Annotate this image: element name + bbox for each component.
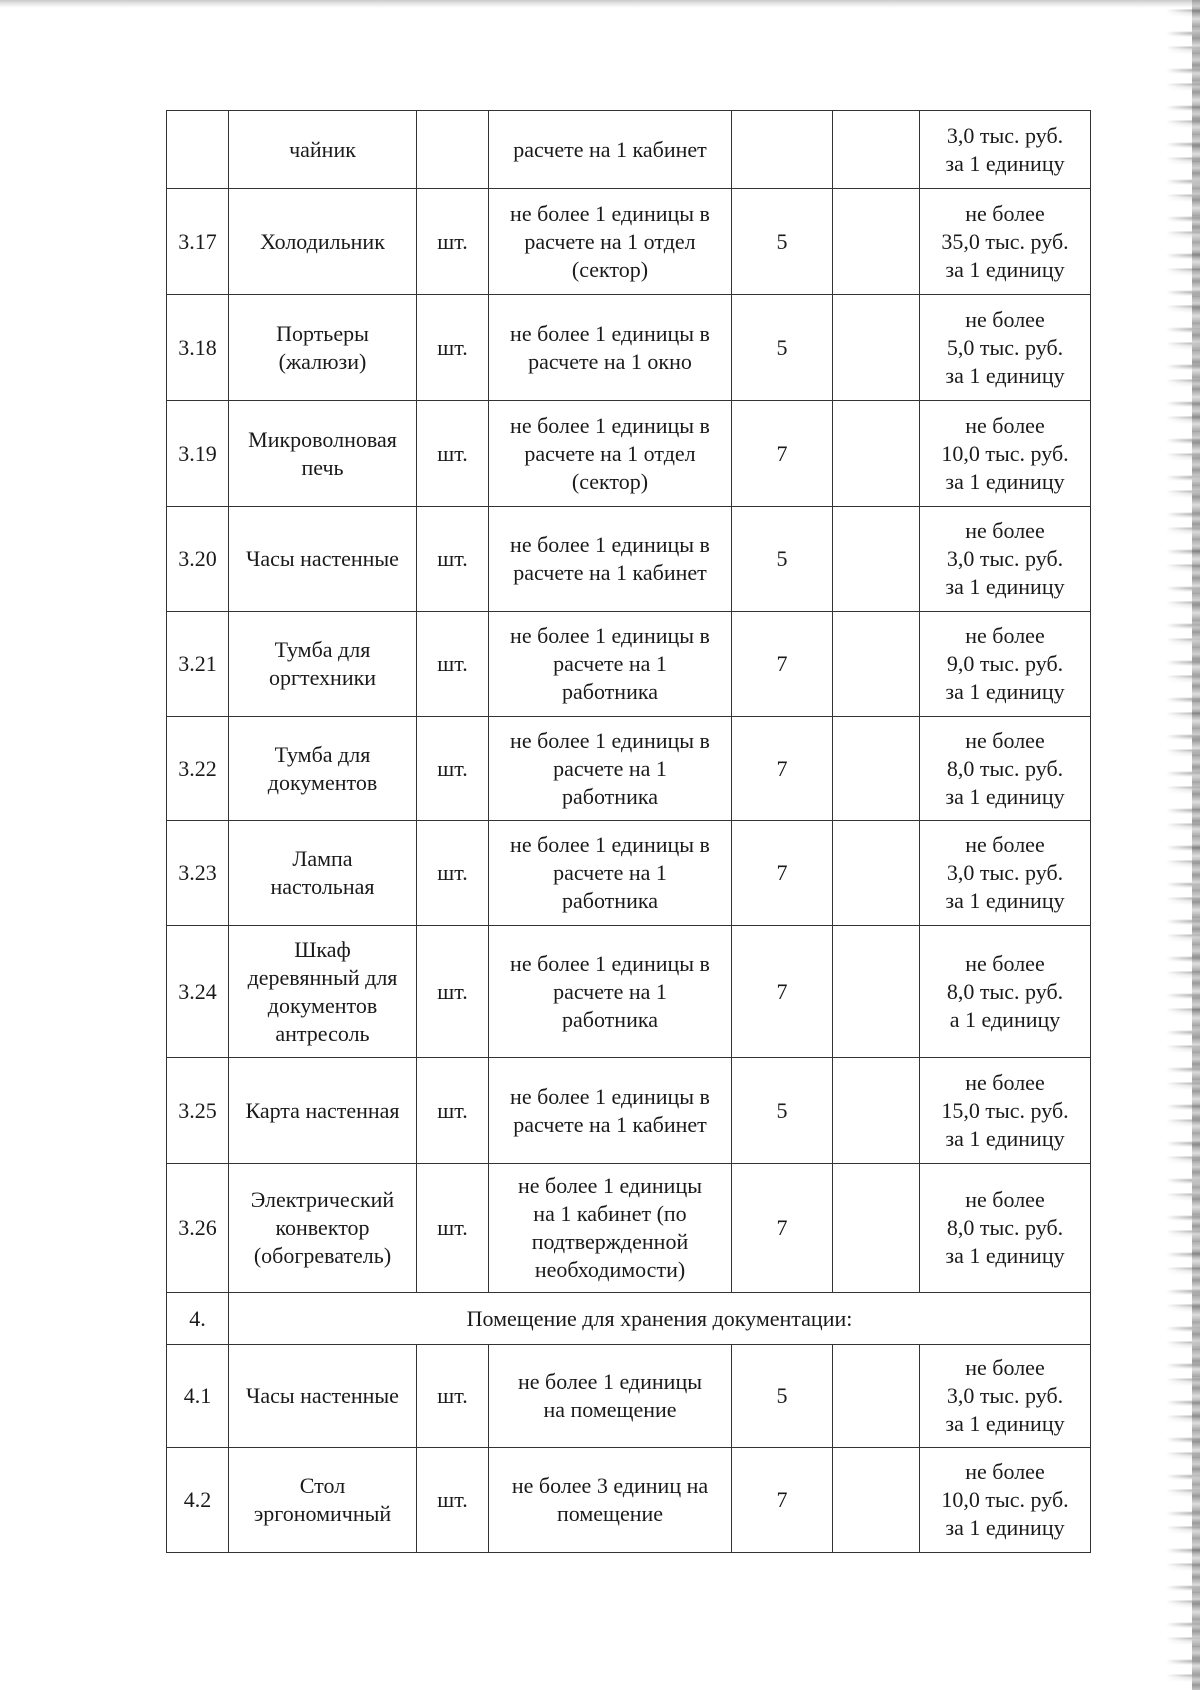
- service-life-cell: 7: [732, 821, 833, 926]
- price-cell: не более 3,0 тыс. руб. за 1 единицу: [920, 1345, 1091, 1448]
- item-number-cell: 3.21: [167, 612, 229, 717]
- norms-table: [166, 110, 1091, 1553]
- item-name-cell: Холодильник: [229, 189, 417, 295]
- price-cell: не более 8,0 тыс. руб. а 1 единицу: [920, 926, 1091, 1058]
- item-number-cell: [167, 111, 229, 189]
- empty-cell: [833, 189, 920, 295]
- service-life-cell: 7: [732, 401, 833, 507]
- empty-cell: [833, 111, 920, 189]
- empty-cell: [833, 295, 920, 401]
- unit-cell: шт.: [417, 507, 489, 612]
- price-cell: 3,0 тыс. руб. за 1 единицу: [920, 111, 1091, 189]
- item-name-cell: Часы настенные: [229, 507, 417, 612]
- table-row: [167, 926, 1091, 1058]
- norm-cell: не более 1 единицы в расчете на 1 кабинет: [489, 507, 732, 612]
- service-life-cell: 5: [732, 507, 833, 612]
- item-name-cell: Тумба для оргтехники: [229, 612, 417, 717]
- item-name-cell: Часы настенные: [229, 1345, 417, 1448]
- table-row: [167, 1448, 1091, 1553]
- norm-cell: расчете на 1 кабинет: [489, 111, 732, 189]
- item-name-cell: Микроволновая печь: [229, 401, 417, 507]
- unit-cell: шт.: [417, 926, 489, 1058]
- price-cell: не более 3,0 тыс. руб. за 1 единицу: [920, 821, 1091, 926]
- section-title: Помещение для хранения документации:: [229, 1293, 1091, 1345]
- item-name-cell: Лампа настольная: [229, 821, 417, 926]
- norm-cell: не более 1 единицы в расчете на 1 отдел (сектор): [489, 401, 732, 507]
- table-row: [167, 1164, 1091, 1293]
- table-row: [167, 1058, 1091, 1164]
- section-number: 4.: [167, 1293, 229, 1345]
- table-row: [167, 717, 1091, 821]
- unit-cell: [417, 111, 489, 189]
- unit-cell: шт.: [417, 1345, 489, 1448]
- table-row: [167, 612, 1091, 717]
- price-cell: не более 9,0 тыс. руб. за 1 единицу: [920, 612, 1091, 717]
- table-row: [167, 1345, 1091, 1448]
- empty-cell: [833, 717, 920, 821]
- item-number-cell: 3.19: [167, 401, 229, 507]
- price-cell: не более 3,0 тыс. руб. за 1 единицу: [920, 507, 1091, 612]
- scan-right-edge: [1192, 0, 1200, 1690]
- price-cell: не более 35,0 тыс. руб. за 1 единицу: [920, 189, 1091, 295]
- service-life-cell: 7: [732, 612, 833, 717]
- empty-cell: [833, 926, 920, 1058]
- unit-cell: шт.: [417, 1164, 489, 1293]
- service-life-cell: 5: [732, 189, 833, 295]
- unit-cell: шт.: [417, 189, 489, 295]
- table-row: [167, 507, 1091, 612]
- scan-top-edge: [0, 0, 1200, 8]
- norm-cell: не более 1 единицы в расчете на 1 работника: [489, 612, 732, 717]
- empty-cell: [833, 401, 920, 507]
- price-cell: не более 10,0 тыс. руб. за 1 единицу: [920, 1448, 1091, 1553]
- item-name-cell: Стол эргономичный: [229, 1448, 417, 1553]
- norm-cell: не более 1 единицы на помещение: [489, 1345, 732, 1448]
- norm-cell: не более 1 единицы в расчете на 1 работника: [489, 821, 732, 926]
- norm-cell: не более 1 единицы в расчете на 1 работника: [489, 717, 732, 821]
- norm-cell: не более 1 единицы на 1 кабинет (по подтвержденной необходимости): [489, 1164, 732, 1293]
- unit-cell: шт.: [417, 821, 489, 926]
- price-cell: не более 8,0 тыс. руб. за 1 единицу: [920, 717, 1091, 821]
- item-number-cell: 4.1: [167, 1345, 229, 1448]
- table-row: [167, 295, 1091, 401]
- empty-cell: [833, 1345, 920, 1448]
- norm-cell: не более 1 единицы в расчете на 1 окно: [489, 295, 732, 401]
- section-row: [167, 1293, 1091, 1345]
- table-row: [167, 401, 1091, 507]
- service-life-cell: 5: [732, 295, 833, 401]
- item-name-cell: Тумба для документов: [229, 717, 417, 821]
- service-life-cell: [732, 111, 833, 189]
- empty-cell: [833, 1058, 920, 1164]
- item-number-cell: 3.20: [167, 507, 229, 612]
- item-number-cell: 3.17: [167, 189, 229, 295]
- norm-cell: не более 1 единицы в расчете на 1 кабинет: [489, 1058, 732, 1164]
- empty-cell: [833, 1164, 920, 1293]
- service-life-cell: 7: [732, 926, 833, 1058]
- item-name-cell: Портьеры (жалюзи): [229, 295, 417, 401]
- norm-cell: не более 1 единицы в расчете на 1 работника: [489, 926, 732, 1058]
- service-life-cell: 5: [732, 1345, 833, 1448]
- item-number-cell: 3.23: [167, 821, 229, 926]
- empty-cell: [833, 1448, 920, 1553]
- norms-table-body: [167, 111, 1091, 1553]
- norm-cell: не более 1 единицы в расчете на 1 отдел (сектор): [489, 189, 732, 295]
- service-life-cell: 7: [732, 717, 833, 821]
- unit-cell: шт.: [417, 401, 489, 507]
- item-name-cell: Карта настенная: [229, 1058, 417, 1164]
- norm-cell: не более 3 единиц на помещение: [489, 1448, 732, 1553]
- item-number-cell: 3.25: [167, 1058, 229, 1164]
- unit-cell: шт.: [417, 295, 489, 401]
- item-number-cell: 3.26: [167, 1164, 229, 1293]
- price-cell: не более 8,0 тыс. руб. за 1 единицу: [920, 1164, 1091, 1293]
- unit-cell: шт.: [417, 612, 489, 717]
- item-number-cell: 3.24: [167, 926, 229, 1058]
- service-life-cell: 7: [732, 1448, 833, 1553]
- table-row: [167, 821, 1091, 926]
- item-name-cell: Электрический конвектор (обогреватель): [229, 1164, 417, 1293]
- table-row: [167, 189, 1091, 295]
- service-life-cell: 5: [732, 1058, 833, 1164]
- empty-cell: [833, 821, 920, 926]
- price-cell: не более 5,0 тыс. руб. за 1 единицу: [920, 295, 1091, 401]
- table-row: [167, 111, 1091, 189]
- unit-cell: шт.: [417, 717, 489, 821]
- item-number-cell: 3.22: [167, 717, 229, 821]
- unit-cell: шт.: [417, 1448, 489, 1553]
- price-cell: не более 15,0 тыс. руб. за 1 единицу: [920, 1058, 1091, 1164]
- empty-cell: [833, 612, 920, 717]
- item-number-cell: 4.2: [167, 1448, 229, 1553]
- empty-cell: [833, 507, 920, 612]
- item-name-cell: чайник: [229, 111, 417, 189]
- item-name-cell: Шкаф деревянный для документов антресоль: [229, 926, 417, 1058]
- service-life-cell: 7: [732, 1164, 833, 1293]
- item-number-cell: 3.18: [167, 295, 229, 401]
- price-cell: не более 10,0 тыс. руб. за 1 единицу: [920, 401, 1091, 507]
- unit-cell: шт.: [417, 1058, 489, 1164]
